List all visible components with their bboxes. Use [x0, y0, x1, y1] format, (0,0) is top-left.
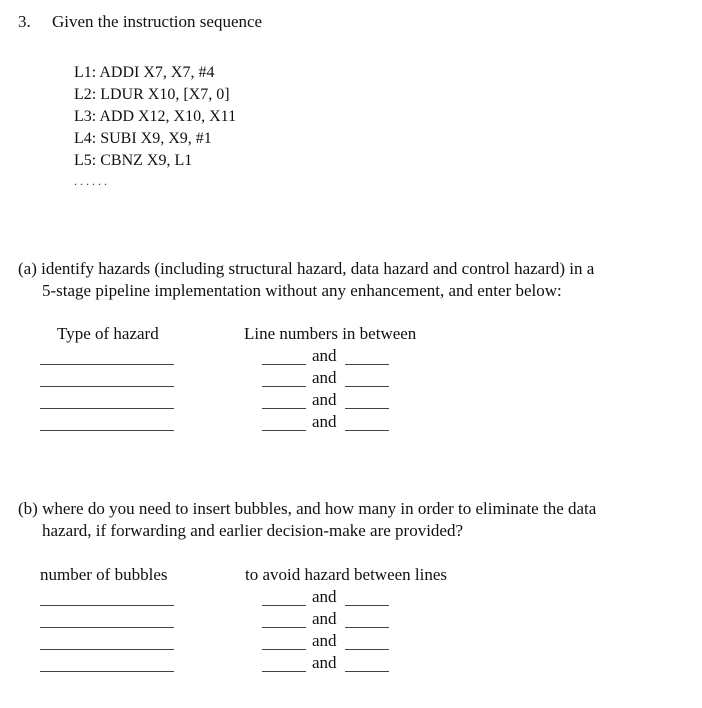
hazard-type-blank[interactable]: [40, 386, 174, 387]
question-number: 3.: [18, 12, 31, 31]
line-to-blank[interactable]: [345, 408, 389, 409]
line-to-blank[interactable]: [345, 605, 389, 606]
part-a-col2-header: Line numbers in between: [244, 324, 417, 343]
part-a-line2: 5-stage pipeline implementation without any enhancement, and enter below:: [42, 281, 562, 300]
line-to-blank[interactable]: [345, 671, 389, 672]
line-from-blank[interactable]: [262, 671, 306, 672]
bubble-count-blank[interactable]: [40, 605, 174, 606]
line-from-blank[interactable]: [262, 408, 306, 409]
line-from-blank[interactable]: [262, 627, 306, 628]
hazard-type-blank[interactable]: [40, 364, 174, 365]
line-from-blank[interactable]: [262, 649, 306, 650]
part-a-col1-header: Type of hazard: [57, 324, 159, 343]
line-from-blank[interactable]: [262, 386, 306, 387]
and-label: and: [312, 653, 337, 672]
hazard-type-blank[interactable]: [40, 430, 174, 431]
bubble-count-blank[interactable]: [40, 649, 174, 650]
part-b-line2: hazard, if forwarding and earlier decision-make are provided?: [42, 521, 464, 540]
and-label: and: [312, 631, 337, 650]
part-b-col2-header: to avoid hazard between lines: [245, 565, 448, 584]
part-b-text: [18, 498, 596, 542]
part-a-text: [18, 258, 594, 302]
instruction-l2: L2: LDUR X10, [X7, 0]: [74, 86, 230, 103]
part-b-col1-header: number of bubbles: [40, 565, 168, 584]
line-from-blank[interactable]: [262, 605, 306, 606]
line-to-blank[interactable]: [345, 649, 389, 650]
and-label: and: [312, 390, 337, 409]
line-from-blank[interactable]: [262, 430, 306, 431]
line-from-blank[interactable]: [262, 364, 306, 365]
hazard-type-blank[interactable]: [40, 408, 174, 409]
part-a-line1: (a) identify hazards (including structural hazard, data hazard and control hazard) in a: [18, 259, 595, 278]
instruction-l5: L5: CBNZ X9, L1: [74, 152, 193, 169]
line-to-blank[interactable]: [345, 627, 389, 628]
line-to-blank[interactable]: [345, 386, 389, 387]
instruction-l1: L1: ADDI X7, X7, #4: [74, 64, 215, 81]
bubble-count-blank[interactable]: [40, 627, 174, 628]
line-to-blank[interactable]: [345, 364, 389, 365]
and-label: and: [312, 609, 337, 628]
line-to-blank[interactable]: [345, 430, 389, 431]
and-label: and: [312, 368, 337, 387]
bubble-count-blank[interactable]: [40, 671, 174, 672]
and-label: and: [312, 587, 337, 606]
instruction-ellipsis: ......: [74, 174, 110, 188]
question-prompt: Given the instruction sequence: [52, 12, 263, 31]
instruction-l3: L3: ADD X12, X10, X11: [74, 108, 237, 125]
part-b-line1: (b) where do you need to insert bubbles, and how many in order to eliminate the data: [18, 499, 597, 518]
instruction-l4: L4: SUBI X9, X9, #1: [74, 130, 212, 147]
and-label: and: [312, 412, 337, 431]
and-label: and: [312, 346, 337, 365]
